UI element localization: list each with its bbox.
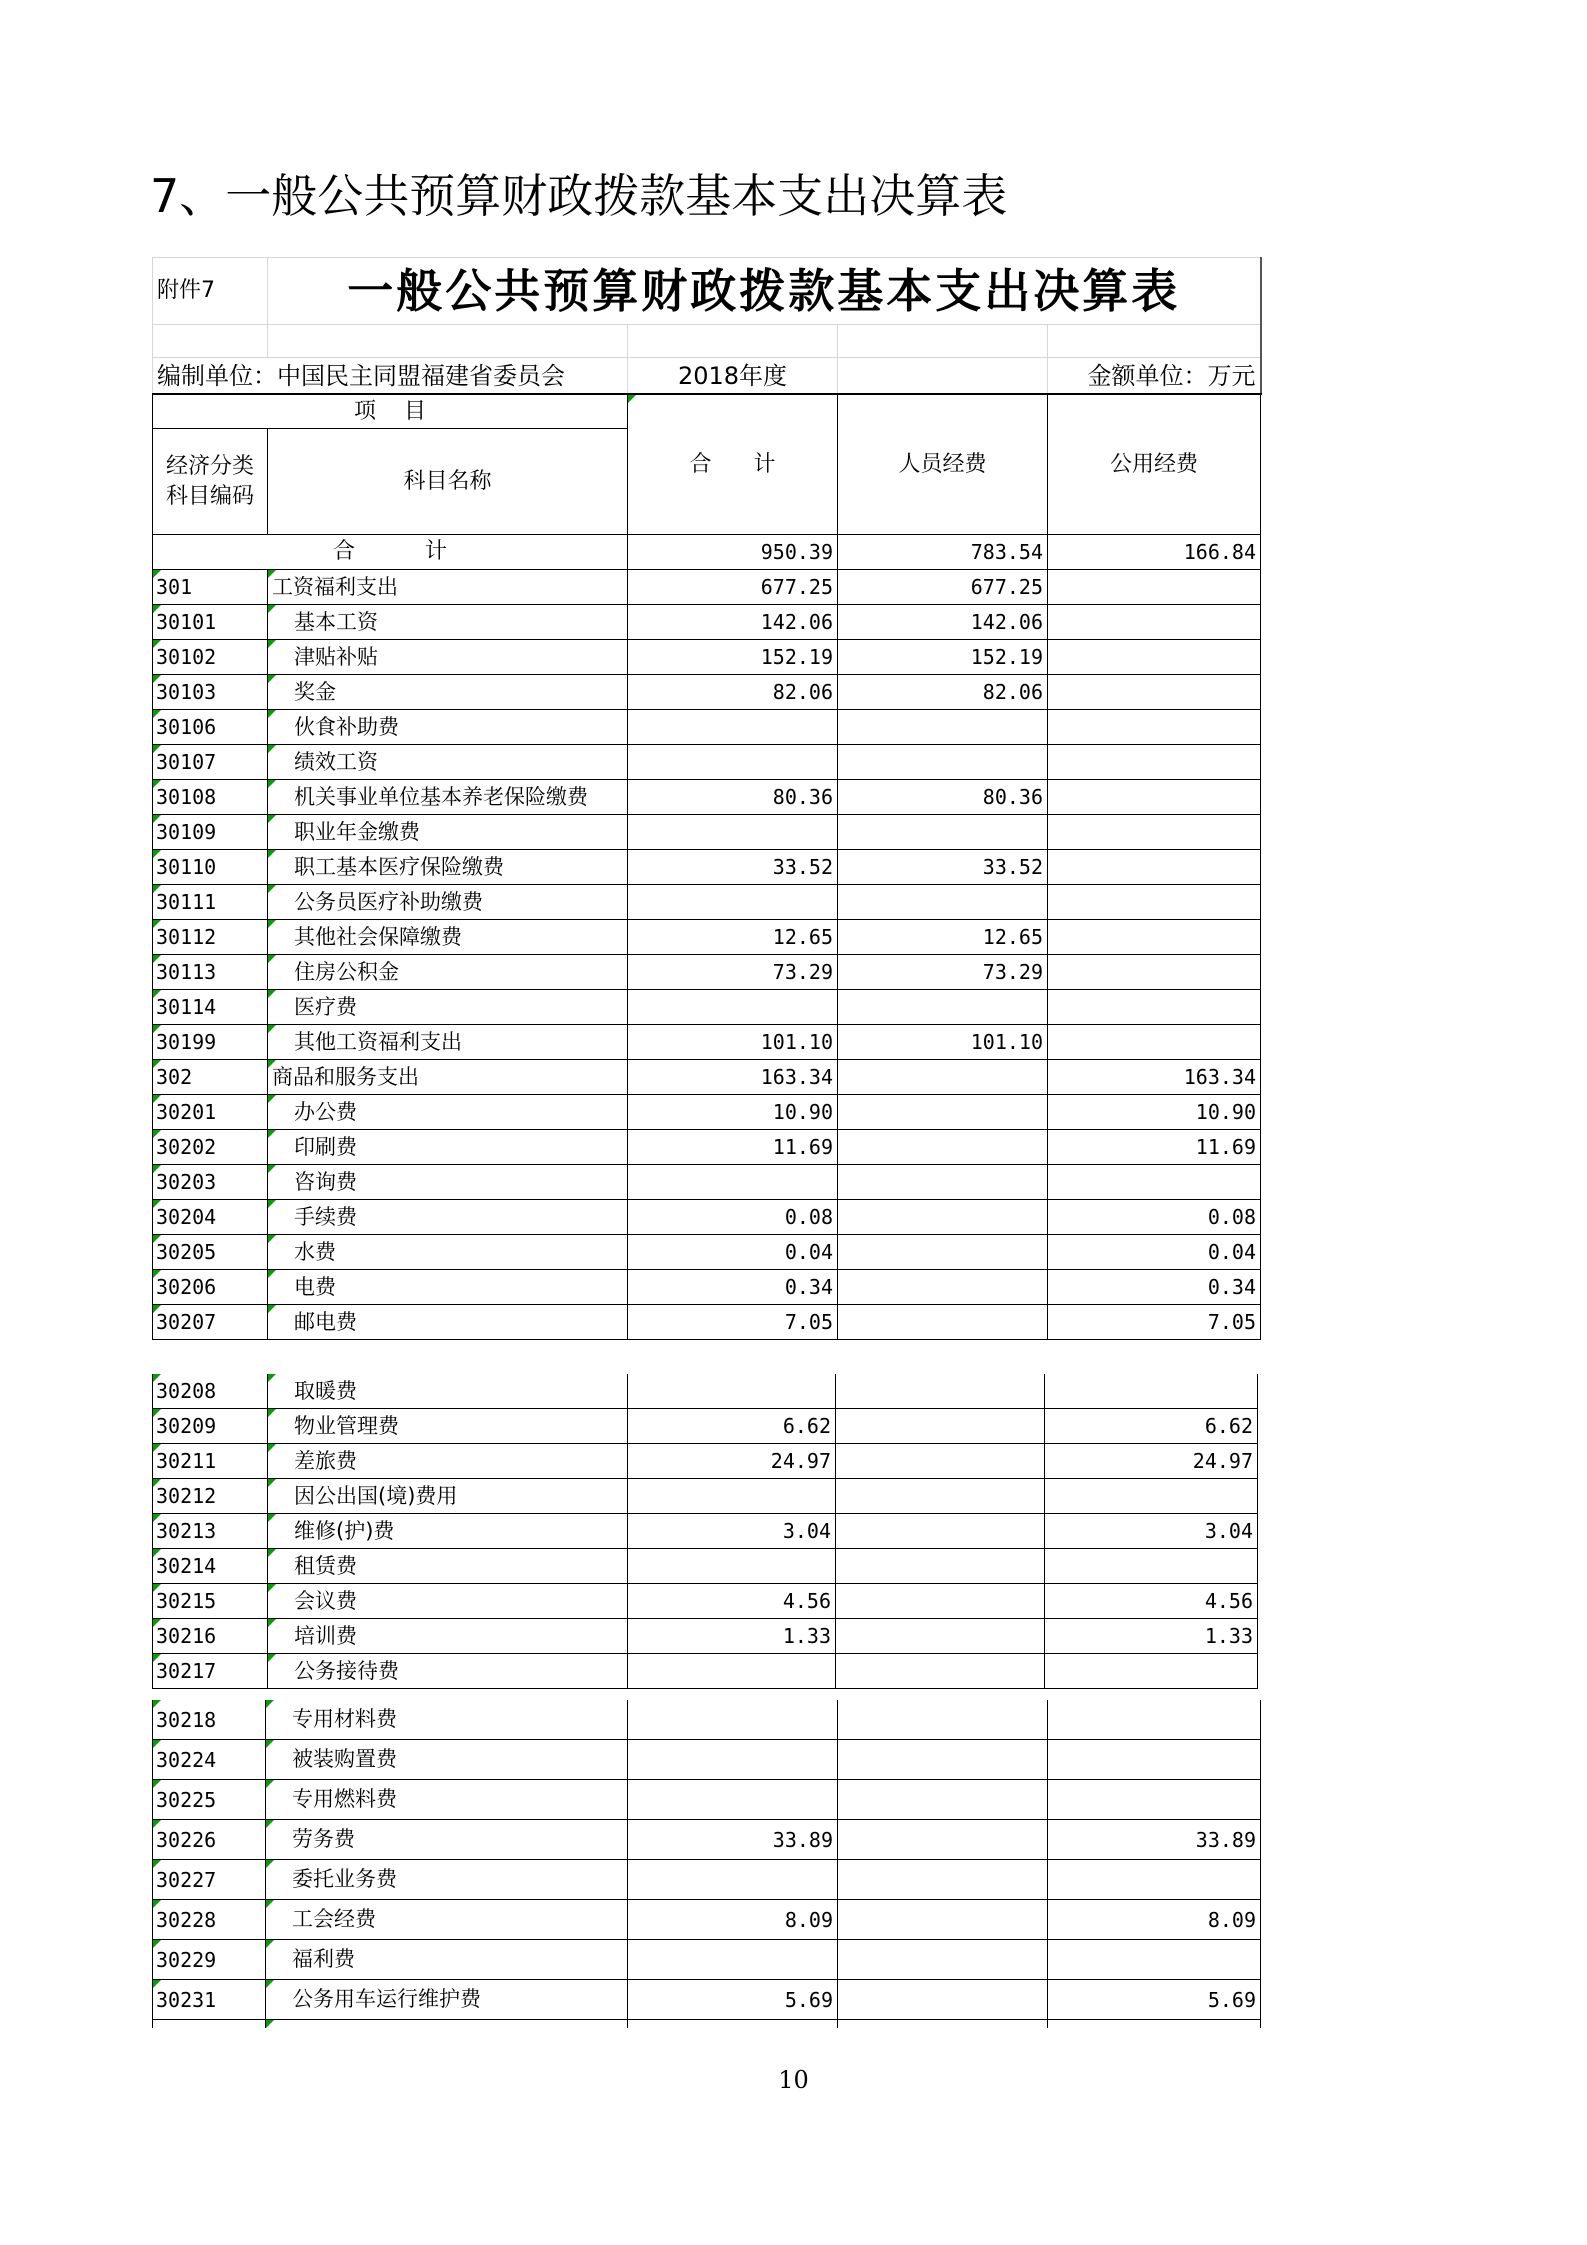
row-code: 30106 [153,710,268,745]
row-total [628,1780,838,1820]
row-public: 6.62 [1045,1409,1258,1444]
row-public: 0.08 [1048,1200,1261,1235]
row-total: 80.36 [628,780,838,815]
row-personnel: 82.06 [838,675,1048,710]
header-name: 科目名称 [268,429,628,535]
row-code: 30224 [153,1740,266,1780]
row-code: 30225 [153,1780,266,1820]
row-total [628,745,838,780]
table-row [153,1700,1261,1740]
row-name: 会议费 [268,1584,628,1619]
row-code: 30217 [153,1654,268,1689]
row-personnel [838,1060,1048,1095]
row-total [628,990,838,1025]
compiling-unit: 编制单位：中国民主同盟福建省委员会 [153,358,628,395]
row-personnel [836,1479,1045,1514]
table-row [153,885,1261,920]
table-row [153,640,1261,675]
row-public: 7.05 [1048,1305,1261,1340]
row-public [1048,780,1261,815]
table-row [153,1740,1261,1780]
header-item: 项 目 [153,394,628,429]
header-public: 公用经费 [1048,394,1261,535]
row-personnel [838,745,1048,780]
row-personnel [838,1940,1048,1980]
header-total: 合 计 [628,394,838,535]
row-name: 手续费 [268,1200,628,1235]
row-public: 163.34 [1048,1060,1261,1095]
row-code: 30215 [153,1584,268,1619]
table-row [153,1235,1261,1270]
row-personnel [836,1444,1045,1479]
row-code: 30218 [153,1700,266,1740]
row-public: 8.09 [1048,1900,1261,1940]
row-personnel [836,1584,1045,1619]
table-row [153,1900,1261,1940]
row-public [1045,1479,1258,1514]
row-public [1048,885,1261,920]
row-personnel [838,1270,1048,1305]
row-personnel [836,1409,1045,1444]
row-code: 30199 [153,1025,268,1060]
document-title: 7、一般公共预算财政拨款基本支出决算表 [150,169,1008,223]
row-public: 24.97 [1045,1444,1258,1479]
row-public [1048,1940,1261,1980]
row-personnel: 142.06 [838,605,1048,640]
row-personnel [838,885,1048,920]
unit-row [153,358,1261,395]
row-public [1048,955,1261,990]
row-personnel: 80.36 [838,780,1048,815]
row-total [628,1479,836,1514]
total-label: 合 计 [153,535,628,570]
table-row [153,1820,1261,1860]
table-row [153,1095,1261,1130]
row-total: 1.33 [628,1619,836,1654]
row-code: 302 [153,1060,268,1095]
row-name: 邮电费 [268,1305,628,1340]
header-row-item [153,394,1261,429]
row-total: 6.62 [628,1409,836,1444]
row-name: 机关事业单位基本养老保险缴费 [268,780,628,815]
row-total: 8.09 [628,1900,838,1940]
row-public [1048,1740,1261,1780]
row-code: 30204 [153,1200,268,1235]
row-code: 30212 [153,1479,268,1514]
row-code: 30227 [153,1860,266,1900]
row-name: 住房公积金 [268,955,628,990]
row-total [628,1740,838,1780]
row-public [1048,990,1261,1025]
table-row [153,815,1261,850]
row-total: 33.89 [628,1820,838,1860]
row-code: 30107 [153,745,268,780]
row-name: 伙食补助费 [268,710,628,745]
row-personnel [838,1235,1048,1270]
table-row [153,1584,1258,1619]
row-personnel [838,1980,1048,2020]
row-personnel [838,990,1048,1025]
row-name: 医疗费 [268,990,628,1025]
table-row [153,675,1261,710]
row-personnel [838,1780,1048,1820]
row-total: 101.10 [628,1025,838,1060]
row-code: 30214 [153,1549,268,1584]
row-name: 福利费 [266,1940,628,1980]
row-personnel [836,1374,1045,1409]
row-public: 11.69 [1048,1130,1261,1165]
table-row [153,1780,1261,1820]
row-total: 677.25 [628,570,838,605]
row-code: 30231 [153,1980,266,2020]
row-code: 30101 [153,605,268,640]
table-row [153,1305,1261,1340]
row-public: 33.89 [1048,1820,1261,1860]
row-public [1048,815,1261,850]
row-total: 7.05 [628,1305,838,1340]
row-personnel [836,1619,1045,1654]
row-total: 3.04 [628,1514,836,1549]
row-code: 30226 [153,1820,266,1860]
row-public [1048,570,1261,605]
row-public [1045,1549,1258,1584]
table-row [153,1060,1261,1095]
row-name: 工会经费 [266,1900,628,1940]
row-public [1045,1654,1258,1689]
row-name: 其他社会保障缴费 [268,920,628,955]
row-personnel [838,710,1048,745]
row-name: 维修(护)费 [268,1514,628,1549]
row-total: 10.90 [628,1095,838,1130]
title-row [153,258,1261,325]
row-code: 30203 [153,1165,268,1200]
row-personnel: 73.29 [838,955,1048,990]
budget-table-main [152,257,1262,1340]
table-row [153,1165,1261,1200]
row-name: 工资福利支出 [268,570,628,605]
row-personnel [836,1514,1045,1549]
attachment-label: 附件7 [153,258,268,325]
table-row [153,745,1261,780]
row-public [1048,1700,1261,1740]
row-personnel: 152.19 [838,640,1048,675]
total-row [153,535,1261,570]
row-total: 142.06 [628,605,838,640]
row-name: 取暖费 [268,1374,628,1409]
row-name: 劳务费 [266,1820,628,1860]
row-name: 因公出国(境)费用 [268,1479,628,1514]
row-public [1048,1860,1261,1900]
row-personnel [838,1860,1048,1900]
table-tail [153,2020,1261,2029]
table-row [153,1130,1261,1165]
table-row [153,1980,1261,2020]
table-row [153,605,1261,640]
row-personnel [836,1654,1045,1689]
row-code: 30110 [153,850,268,885]
row-code: 30206 [153,1270,268,1305]
row-code: 30114 [153,990,268,1025]
row-code: 30213 [153,1514,268,1549]
table-row [153,955,1261,990]
row-code: 30103 [153,675,268,710]
row-code: 30216 [153,1619,268,1654]
row-code: 30112 [153,920,268,955]
row-name: 培训费 [268,1619,628,1654]
row-total [628,885,838,920]
table-row [153,1514,1258,1549]
row-public [1048,745,1261,780]
header-code: 经济分类 科目编码 [153,429,268,535]
row-public [1048,1780,1261,1820]
row-code: 30205 [153,1235,268,1270]
row-total: 0.04 [628,1235,838,1270]
table-row [153,1270,1261,1305]
row-total: 33.52 [628,850,838,885]
header-personnel: 人员经费 [838,394,1048,535]
row-personnel: 677.25 [838,570,1048,605]
row-name: 公务员医疗补助缴费 [268,885,628,920]
blank-row [153,325,1261,358]
table-row [153,1619,1258,1654]
table-row [153,570,1261,605]
row-total: 0.08 [628,1200,838,1235]
row-personnel [838,1305,1048,1340]
table-row [153,1479,1258,1514]
row-code: 30109 [153,815,268,850]
table-row [153,850,1261,885]
row-name: 奖金 [268,675,628,710]
row-public [1048,850,1261,885]
row-personnel [838,1200,1048,1235]
total-amount: 950.39 [628,535,838,570]
row-total [628,1374,836,1409]
row-name: 专用材料费 [266,1700,628,1740]
row-public: 3.04 [1045,1514,1258,1549]
budget-table-continued-2 [152,1700,1261,2028]
row-public: 4.56 [1045,1584,1258,1619]
table-row [153,1549,1258,1584]
table-row [153,920,1261,955]
row-personnel: 12.65 [838,920,1048,955]
row-public [1045,1374,1258,1409]
row-code: 30229 [153,1940,266,1980]
total-public: 166.84 [1048,535,1261,570]
row-personnel [838,1820,1048,1860]
row-code: 30201 [153,1095,268,1130]
row-name: 津贴补贴 [268,640,628,675]
row-code: 30202 [153,1130,268,1165]
table-row [153,1025,1261,1060]
row-code: 301 [153,570,268,605]
row-personnel: 33.52 [838,850,1048,885]
budget-table-continued-1 [152,1374,1258,1689]
table-row [153,1444,1258,1479]
row-name: 被装购置费 [266,1740,628,1780]
row-personnel [838,1130,1048,1165]
row-total [628,710,838,745]
row-public [1048,710,1261,745]
row-personnel [838,1165,1048,1200]
row-personnel: 101.10 [838,1025,1048,1060]
row-personnel [838,815,1048,850]
row-name: 差旅费 [268,1444,628,1479]
row-total: 82.06 [628,675,838,710]
row-name: 公务接待费 [268,1654,628,1689]
row-name: 物业管理费 [268,1409,628,1444]
page-number: 10 [778,2066,809,2094]
row-total [628,1700,838,1740]
row-name: 租赁费 [268,1549,628,1584]
row-code: 30113 [153,955,268,990]
row-name: 基本工资 [268,605,628,640]
row-public: 0.04 [1048,1235,1261,1270]
row-total: 163.34 [628,1060,838,1095]
row-public: 5.69 [1048,1980,1261,2020]
row-name: 电费 [268,1270,628,1305]
row-total: 5.69 [628,1980,838,2020]
row-code: 30228 [153,1900,266,1940]
row-code: 30102 [153,640,268,675]
row-total [628,1860,838,1900]
amount-unit: 金额单位：万元 [1048,358,1261,395]
row-total: 24.97 [628,1444,836,1479]
table-row [153,1654,1258,1689]
row-code: 30111 [153,885,268,920]
row-public [1048,1025,1261,1060]
row-code: 30207 [153,1305,268,1340]
row-total [628,1165,838,1200]
total-personnel: 783.54 [838,535,1048,570]
row-name: 绩效工资 [268,745,628,780]
row-code: 30211 [153,1444,268,1479]
row-public [1048,675,1261,710]
row-name: 公务用车运行维护费 [266,1980,628,2020]
row-code: 30209 [153,1409,268,1444]
row-public: 0.34 [1048,1270,1261,1305]
table-row [153,1374,1258,1409]
row-total [628,815,838,850]
row-name: 职业年金缴费 [268,815,628,850]
fiscal-year: 2018年度 [628,358,838,395]
row-name: 职工基本医疗保险缴费 [268,850,628,885]
row-total: 11.69 [628,1130,838,1165]
row-public [1048,605,1261,640]
row-name: 咨询费 [268,1165,628,1200]
row-name: 专用燃料费 [266,1780,628,1820]
row-public: 10.90 [1048,1095,1261,1130]
row-name: 商品和服务支出 [268,1060,628,1095]
table-title: 一般公共预算财政拨款基本支出决算表 [268,258,1261,325]
table-row [153,1860,1261,1900]
row-personnel [836,1549,1045,1584]
row-total: 4.56 [628,1584,836,1619]
row-personnel [838,1095,1048,1130]
table-row [153,1409,1258,1444]
table-row [153,1200,1261,1235]
table-row [153,990,1261,1025]
row-public: 1.33 [1045,1619,1258,1654]
row-code: 30208 [153,1374,268,1409]
row-total [628,1549,836,1584]
table-row [153,1940,1261,1980]
row-personnel [838,1900,1048,1940]
row-total: 152.19 [628,640,838,675]
row-total: 73.29 [628,955,838,990]
row-name: 水费 [268,1235,628,1270]
row-public [1048,920,1261,955]
row-name: 印刷费 [268,1130,628,1165]
row-code: 30108 [153,780,268,815]
table-row [153,710,1261,745]
row-personnel [838,1700,1048,1740]
row-total: 0.34 [628,1270,838,1305]
row-total: 12.65 [628,920,838,955]
row-name: 其他工资福利支出 [268,1025,628,1060]
row-name: 委托业务费 [266,1860,628,1900]
row-total [628,1654,836,1689]
row-name: 办公费 [268,1095,628,1130]
row-total [628,1940,838,1980]
table-row [153,780,1261,815]
row-personnel [838,1740,1048,1780]
row-public [1048,1165,1261,1200]
row-public [1048,640,1261,675]
